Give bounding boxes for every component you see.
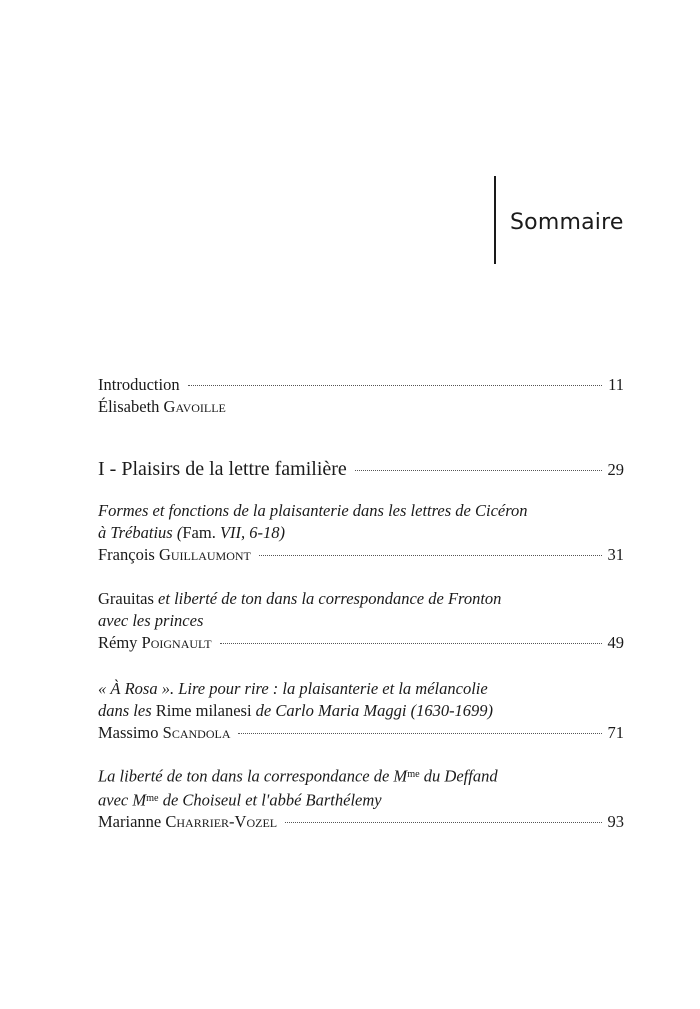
toc-line xyxy=(98,722,624,744)
entry-author xyxy=(98,811,277,833)
toc-line xyxy=(98,632,624,654)
toc-entry xyxy=(98,678,624,744)
entry-title-line: Formes et fonctions de la plaisanterie dans les lettres de Cicéron xyxy=(98,501,528,520)
dot-leader xyxy=(238,733,601,734)
author-last-name: Scandola xyxy=(162,723,231,742)
author-last-name: Charrier-Vozel xyxy=(165,812,278,832)
title-part: VII, 6-18) xyxy=(219,523,286,542)
entry-author xyxy=(98,632,212,654)
header-vertical-rule xyxy=(494,176,496,264)
page-number: 93 xyxy=(607,812,624,832)
title-part: dans les xyxy=(98,701,152,720)
dot-leader xyxy=(220,643,602,644)
entry-title-line xyxy=(98,522,624,544)
toc-line xyxy=(98,811,624,833)
dot-leader xyxy=(355,470,602,471)
superscript: me xyxy=(146,792,159,804)
entry-author xyxy=(98,722,230,744)
page-number: 11 xyxy=(608,375,624,394)
dot-leader xyxy=(285,822,601,823)
author-first-name: Élisabeth xyxy=(98,397,160,416)
author-first-name: François xyxy=(98,545,155,564)
author-first-name: Massimo xyxy=(98,723,159,742)
entry-title-line xyxy=(98,700,624,722)
page-number: 49 xyxy=(607,633,624,652)
dot-leader xyxy=(188,385,603,386)
title-part: avec M xyxy=(98,790,147,810)
title-part: Rime milanesi xyxy=(155,701,252,720)
author-last-name: Guillaumont xyxy=(158,545,251,564)
title-part: de Carlo Maria Maggi (1630-1699) xyxy=(255,701,494,720)
title-part: La liberté de ton dans la correspondance de M xyxy=(98,766,408,786)
toc-line xyxy=(98,544,624,566)
toc-line xyxy=(98,456,624,483)
author-last-name: Gavoille xyxy=(163,397,226,416)
page-number: 29 xyxy=(607,460,624,479)
title-part: et liberté de ton dans la correspondance de Fronton xyxy=(158,589,502,608)
title-part: de Choiseul et l'abbé Barthélemy xyxy=(162,790,382,810)
toc-entry xyxy=(98,500,624,566)
title-part: à Trébatius ( xyxy=(98,523,183,542)
entry-title-line xyxy=(98,588,624,610)
title-part: du Deffand xyxy=(423,766,498,786)
page-number: 31 xyxy=(607,545,624,564)
entry-title-line: « À Rosa ». Lire pour rire : la plaisanterie et la mélancolie xyxy=(98,679,488,698)
author-first-name: Rémy xyxy=(98,633,138,652)
toc-entry xyxy=(98,764,624,833)
superscript: me xyxy=(407,769,420,780)
page-title: Sommaire xyxy=(510,210,624,235)
toc-entry xyxy=(98,588,624,654)
section-title: I - Plaisirs de la lettre familière xyxy=(98,458,347,480)
toc-line xyxy=(98,374,624,396)
author-last-name: Poignault xyxy=(141,633,212,652)
page-number: 71 xyxy=(607,723,624,742)
dot-leader xyxy=(259,555,602,556)
entry-title: Introduction xyxy=(98,375,180,394)
entry-title-line xyxy=(98,788,624,812)
entry-author xyxy=(98,544,251,566)
entry-title-line xyxy=(98,764,624,788)
title-part: Fam. xyxy=(182,523,216,542)
author-first-name: Marianne xyxy=(98,812,162,832)
title-part: Grauitas xyxy=(98,589,154,608)
toc-entry-introduction xyxy=(98,374,624,418)
entry-title-line: avec les princes xyxy=(98,611,204,630)
entry-author xyxy=(98,396,624,418)
toc-section-heading xyxy=(98,456,624,483)
